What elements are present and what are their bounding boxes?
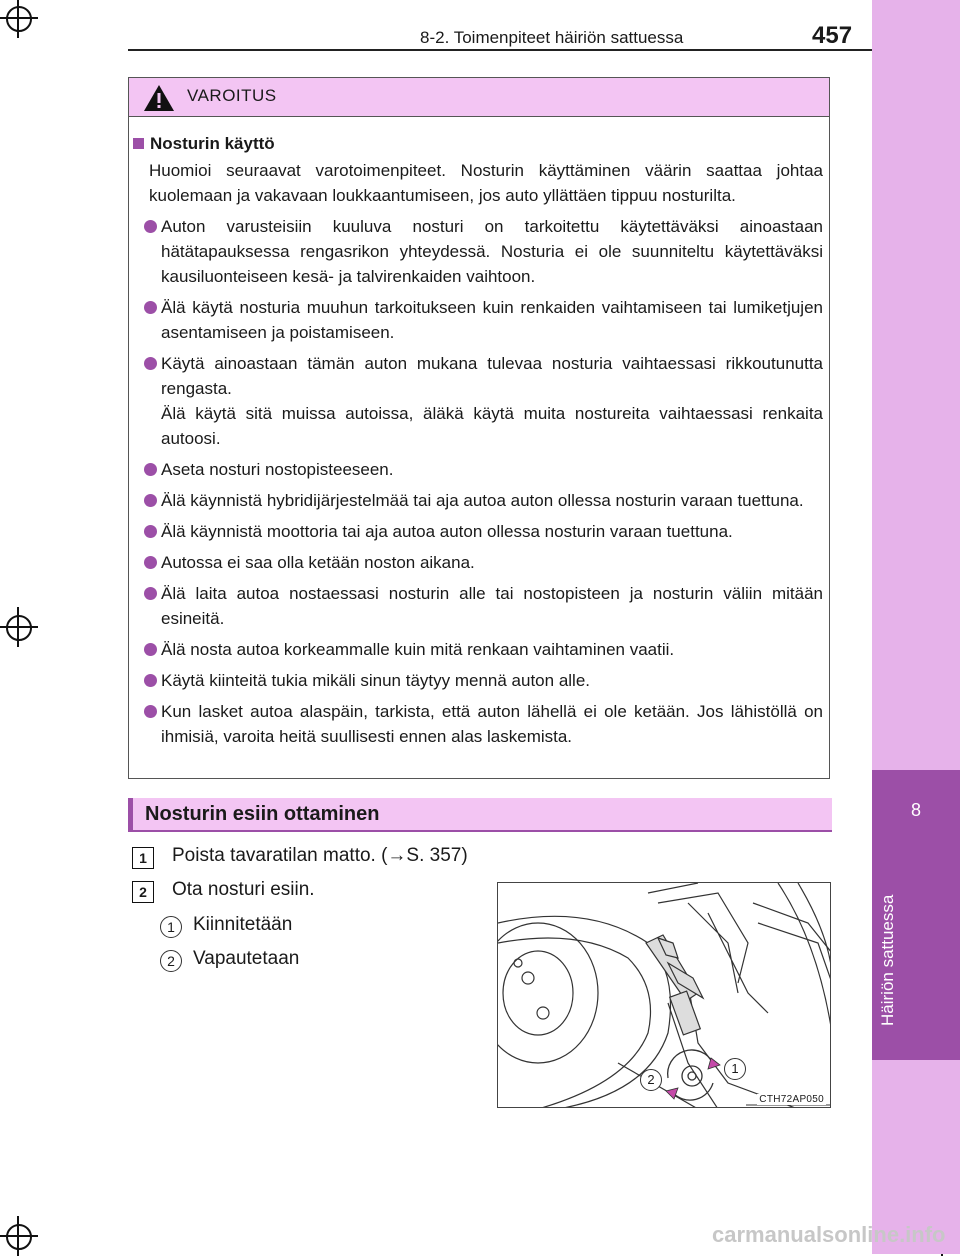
warning-bullet: Autossa ei saa olla ketään noston aikana. <box>133 550 823 575</box>
chapter-side-tab <box>872 0 960 1254</box>
warning-bullet: Kun lasket autoa alaspäin, tarkista, että auton lähellä ei ole ketään. Jos lähistöllä on ihmisiä, varoita heitä suullisesti ennen alas laskemista. <box>133 699 823 749</box>
warning-triangle-icon <box>143 84 175 112</box>
figure-callout-1: 1 <box>724 1058 746 1080</box>
warning-subheading-text: Nosturin käyttö <box>150 134 275 153</box>
chapter-title: Häiriön sattuessa <box>878 894 897 1026</box>
chapter-number: 8 <box>910 800 921 820</box>
bullet-dot-icon <box>144 463 157 476</box>
warning-bullet: Älä käytä nosturia muuhun tarkoitukseen kuin renkaiden vaihtamiseen tai lumiketjujen asentamiseen ja poistamiseen. <box>133 295 823 345</box>
square-bullet-icon <box>133 138 144 149</box>
warning-title: VAROITUS <box>187 86 277 105</box>
warning-bullet: Älä käynnistä hybridijärjestelmää tai aja autoa auton ollessa nosturin varaan tuettuna. <box>133 488 823 513</box>
warning-bullet: Käytä kiinteitä tukia mikäli sinun täytyy mennä auton alle. <box>133 668 823 693</box>
bullet-dot-icon <box>144 556 157 569</box>
bullet-dot-icon <box>144 705 157 718</box>
crop-mark-top-left <box>0 0 38 38</box>
bullet-dot-icon <box>144 674 157 687</box>
substep-text: Kiinnitetään <box>193 914 293 935</box>
substep-text: Vapautetaan <box>193 948 300 969</box>
warning-header <box>129 78 829 117</box>
step-number: 1 <box>132 847 154 869</box>
warning-intro: Huomioi seuraavat varotoimenpiteet. Nosturin käyttäminen väärin saattaa johtaa kuolemaan ja vakavaan loukkaantumiseen, jos auto yllättäen tippuu nosturilta. <box>149 161 823 205</box>
watermark: carmanualsonline.info <box>712 1222 946 1247</box>
page-number: 457 <box>812 22 853 49</box>
bullet-dot-icon <box>144 587 157 600</box>
warning-bullet: Aseta nosturi nostopisteeseen. <box>133 457 823 482</box>
warning-bullet: Älä nosta autoa korkeammalle kuin mitä renkaan vaihtaminen vaatii. <box>133 637 823 662</box>
section-title: Nosturin esiin ottaminen <box>145 803 380 825</box>
header-rule <box>128 49 872 51</box>
figure-code: CTH72AP050 <box>759 1094 824 1105</box>
warning-bullet: Auton varusteisiin kuuluva nosturi on tarkoitettu käytettäväksi ainoastaan hätätapauksessa rengasrikon yhteydessä. Nosturia ei ole suunniteltu käytettäväksi kausiluonteiseen kesä- ja talvirenkaiden vaihtoon. <box>133 214 823 289</box>
running-header: 8-2. Toimenpiteet häiriön sattuessa <box>420 28 684 47</box>
crop-mark-mid-left <box>0 607 38 647</box>
warning-box <box>128 77 830 779</box>
figure-callout-2: 2 <box>640 1069 662 1091</box>
step-number: 2 <box>132 881 154 903</box>
warning-bullet-list <box>133 214 823 749</box>
warning-body <box>129 117 829 749</box>
bullet-dot-icon <box>144 525 157 538</box>
warning-bullet: Käytä ainoastaan tämän auton mukana tulevaa nosturia vaihtaessasi rikkoutunutta rengasta. Älä käytä sitä muissa autoissa, äläkä käytä muita nostureita vaihtaessasi renkaita autoosi. <box>133 351 823 451</box>
bullet-dot-icon <box>144 643 157 656</box>
substep-number: 1 <box>160 916 182 938</box>
warning-subheading <box>133 131 823 156</box>
jack-drawing <box>498 883 831 1108</box>
bullet-dot-icon <box>144 494 157 507</box>
step-text: Poista tavaratilan matto. (→S. 357) <box>172 845 468 866</box>
section-header <box>128 798 832 832</box>
jack-illustration <box>497 882 831 1108</box>
bullet-dot-icon <box>144 357 157 370</box>
bullet-dot-icon <box>144 301 157 314</box>
step-text: Ota nosturi esiin. <box>172 879 315 900</box>
substep-number: 2 <box>160 950 182 972</box>
bullet-dot-icon <box>144 220 157 233</box>
warning-bullet: Älä käynnistä moottoria tai aja autoa auton ollessa nosturin varaan tuettuna. <box>133 519 823 544</box>
warning-bullet: Älä laita autoa nostaessasi nosturin alle tai nostopisteen ja nosturin väliin mitään esineitä. <box>133 581 823 631</box>
crop-mark-bottom-left <box>0 1216 38 1256</box>
